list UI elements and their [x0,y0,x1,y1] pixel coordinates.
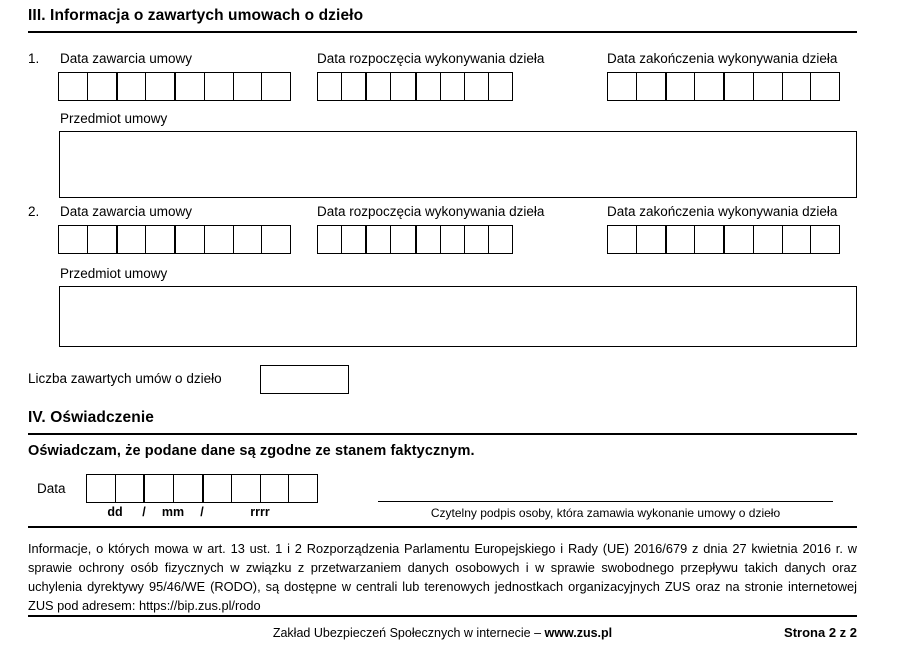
date-format-slash: / [200,505,204,519]
date-cell[interactable] [754,73,783,100]
date-cell[interactable] [205,73,234,100]
footer-center [28,626,857,640]
date-grid-zakonczenia-1[interactable] [607,72,840,101]
date-cell[interactable] [176,226,205,253]
date-cell[interactable] [695,226,725,253]
date-cell[interactable] [261,475,290,502]
date-label: Data [37,481,66,496]
date-cell[interactable] [489,73,512,100]
date-cell[interactable] [725,226,754,253]
date-grid-zawarcia-2[interactable] [58,225,291,254]
date-cell[interactable] [465,226,489,253]
date-format-slash: / [142,505,146,519]
section-iv-title: IV. Oświadczenie [28,409,857,435]
date-cell[interactable] [417,226,441,253]
date-cell[interactable] [367,73,391,100]
date-cell[interactable] [289,475,317,502]
date-cell[interactable] [59,73,88,100]
date-format-rrrr: rrrr [250,505,270,519]
date-format-mm: mm [161,505,185,519]
date-cell[interactable] [441,73,465,100]
item-number-2: 2. [28,204,40,219]
date-cell[interactable] [811,73,839,100]
date-cell[interactable] [489,226,512,253]
date-grid-rozpoczecia-2[interactable] [317,225,513,254]
footer-zus-url: www.zus.pl [544,626,613,640]
date-cell[interactable] [695,73,725,100]
date-cell[interactable] [667,73,696,100]
count-input[interactable] [260,365,349,394]
date-cell[interactable] [667,226,696,253]
date-cell[interactable] [725,73,754,100]
divider-rule [28,526,857,528]
info-paragraph: Informacje, o których mowa w art. 13 ust. 1 i 2 Rozporządzenia Parlamentu Europejskiego i Rady (UE) 2016/679 z dnia 27 kwietnia 2016 r. w sprawie ochrony osób fizycznych w związku z przetwarzaniem danych osobowych i w sprawie swobodnego przepływu takich danych oraz uchylenia dyrektywy 95/46/WE (RODO), są dostępne w centrali lub terenowych jednostkach organizacyjnych ZUS oraz na stronie internetowej ZUS pod adresem: https://bip.zus.pl/rodo [28,541,857,613]
date-format-row [86,505,318,521]
date-cell[interactable] [204,475,233,502]
date-grid-rozpoczecia-1[interactable] [317,72,513,101]
date-cell[interactable] [145,475,174,502]
label-data-zakonczenia-2: Data zakończenia wykonywania dzieła [607,204,838,219]
date-cell[interactable] [232,475,261,502]
date-cell[interactable] [118,73,147,100]
date-cell[interactable] [234,226,263,253]
date-cell[interactable] [262,73,290,100]
date-cell[interactable] [262,226,290,253]
footer-center-text: Zakład Ubezpieczeń Społecznych w internecie – [272,626,545,640]
subject-input-1[interactable] [59,131,857,198]
section-iii-title: III. Informacja o zawartych umowach o dzieło [28,7,857,33]
statement-text: Oświadczam, że podane dane są zgodne ze stanem faktycznym. [28,443,475,459]
item-number-1: 1. [28,51,40,66]
date-cell[interactable] [176,73,205,100]
date-cell[interactable] [367,226,391,253]
date-cell[interactable] [318,73,342,100]
date-cell[interactable] [205,226,234,253]
date-cell[interactable] [59,226,88,253]
footer-page-number: Strona 2 z 2 [784,625,857,640]
subject-input-2[interactable] [59,286,857,347]
label-przedmiot-1: Przedmiot umowy [60,111,168,126]
date-cell[interactable] [87,475,116,502]
date-cell[interactable] [146,73,176,100]
date-cell[interactable] [783,226,812,253]
label-data-rozpoczecia-2: Data rozpoczęcia wykonywania dzieła [317,204,545,219]
date-cell[interactable] [608,226,637,253]
label-przedmiot-2: Przedmiot umowy [60,266,168,281]
label-data-zakonczenia-1: Data zakończenia wykonywania dzieła [607,51,838,66]
date-cell[interactable] [637,226,667,253]
label-data-zawarcia-1: Data zawarcia umowy [60,51,193,66]
date-cell[interactable] [637,73,667,100]
date-cell[interactable] [441,226,465,253]
footer-rule [28,615,857,617]
count-label: Liczba zawartych umów o dzieło [28,371,222,386]
date-cell[interactable] [465,73,489,100]
date-cell[interactable] [608,73,637,100]
date-cell[interactable] [342,226,367,253]
signature-line[interactable] [378,501,833,502]
date-cell[interactable] [391,226,416,253]
date-grid-zakonczenia-2[interactable] [607,225,840,254]
date-cell[interactable] [88,73,118,100]
date-cell[interactable] [318,226,342,253]
date-cell[interactable] [146,226,176,253]
date-cell[interactable] [783,73,812,100]
date-grid-zawarcia-1[interactable] [58,72,291,101]
date-cell[interactable] [342,73,367,100]
date-cell[interactable] [88,226,118,253]
date-cell[interactable] [116,475,146,502]
label-data-zawarcia-2: Data zawarcia umowy [60,204,193,219]
signature-caption: Czytelny podpis osoby, która zamawia wykonanie umowy o dzieło [430,506,781,520]
date-cell[interactable] [417,73,441,100]
date-cell[interactable] [391,73,416,100]
date-cell[interactable] [174,475,204,502]
date-cell[interactable] [234,73,263,100]
date-grid-oswiadczenie[interactable] [86,474,318,503]
date-cell[interactable] [754,226,783,253]
date-cell[interactable] [811,226,839,253]
label-data-rozpoczecia-1: Data rozpoczęcia wykonywania dzieła [317,51,545,66]
date-cell[interactable] [118,226,147,253]
date-format-dd: dd [107,505,123,519]
